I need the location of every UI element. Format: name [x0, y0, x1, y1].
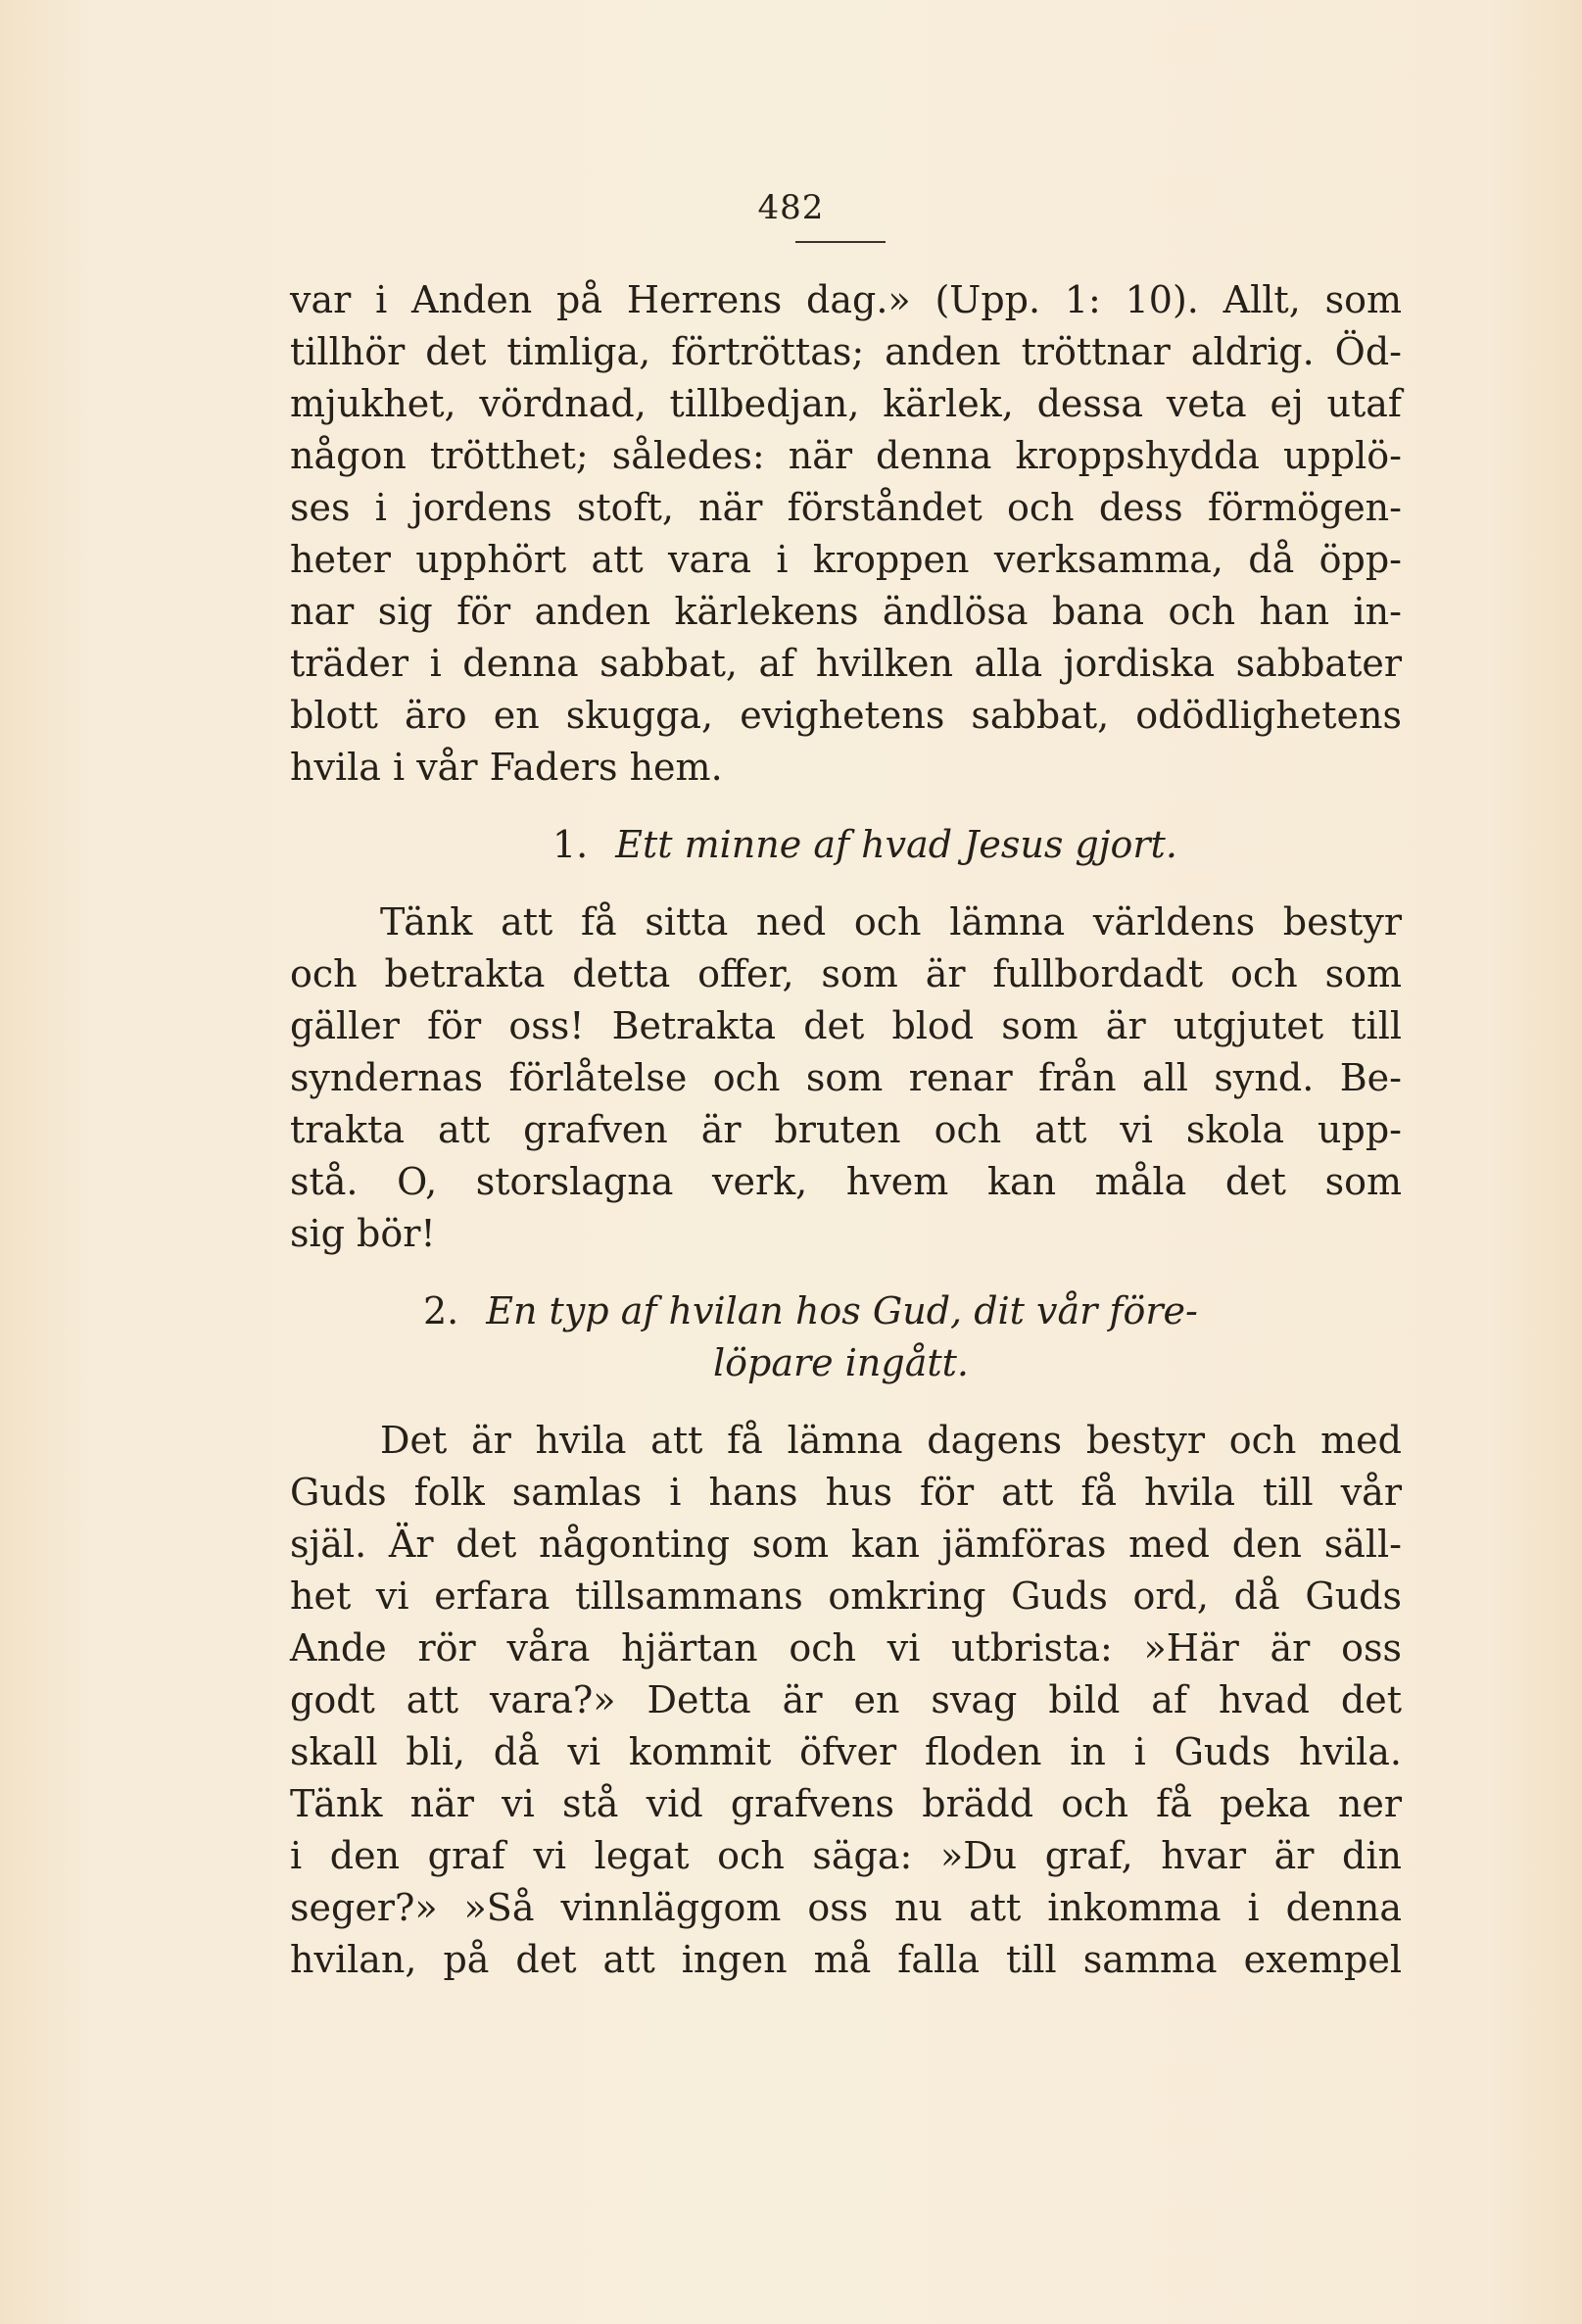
- text-line: själ. Är det någonting som kan jämföras med den säll-: [290, 1523, 1402, 1566]
- text-line: i den graf vi legat och säga: »Du graf, hvar är din: [290, 1834, 1402, 1877]
- page-number: 482: [757, 188, 825, 227]
- text-line: trakta att grafven är bruten och att vi skola upp-: [290, 1108, 1402, 1151]
- text-line: het vi erfara tillsammans omkring Guds ord, då Guds: [290, 1574, 1402, 1618]
- text-line: tillhör det timliga, förtröttas; anden tröttnar aldrig. Öd-: [290, 330, 1402, 373]
- section-title-continued: löpare ingått.: [713, 1341, 969, 1384]
- text-line: nar sig för anden kärlekens ändlösa bana och han in-: [290, 590, 1402, 633]
- text-line: godt att vara?» Detta är en svag bild af hvad det: [290, 1678, 1402, 1721]
- text-line: gäller för oss! Betrakta det blod som är utgjutet till: [290, 1004, 1402, 1047]
- section-number: 1.: [552, 823, 589, 866]
- section-title: En typ af hvilan hos Gud, dit vår före-: [486, 1289, 1198, 1332]
- paragraph-2: [290, 1415, 1402, 1986]
- text-line: var i Anden på Herrens dag.» (Upp. 1: 10). Allt, som: [290, 278, 1402, 321]
- text-line: och betrakta detta offer, som är fullbordadt och som: [290, 952, 1402, 995]
- text-line: Tänk att få sitta ned och lämna världens bestyr: [380, 900, 1402, 944]
- body-text: [290, 274, 1402, 1986]
- text-line: träder i denna sabbat, af hvilken alla jordiska sabbater: [290, 642, 1402, 685]
- text-line: hvila i vår Faders hem.: [290, 746, 723, 789]
- text-line: syndernas förlåtelse och som renar från all synd. Be-: [290, 1056, 1402, 1099]
- text-line: blott äro en skugga, evighetens sabbat, odödlighetens: [290, 694, 1402, 737]
- section-heading-2: [290, 1285, 1402, 1337]
- text-line: någon trötthet; således: när denna kroppshydda upplö-: [290, 434, 1402, 477]
- text-line: stå. O, storslagna verk, hvem kan måla det som: [290, 1160, 1402, 1203]
- section-title: Ett minne af hvad Jesus gjort.: [615, 823, 1177, 866]
- paragraph-intro: [290, 274, 1402, 794]
- text-line: Det är hvila att få lämna dagens bestyr och med: [380, 1419, 1402, 1462]
- section-heading-1: [290, 819, 1402, 871]
- text-line: Tänk när vi stå vid grafvens brädd och få peka ner: [290, 1782, 1402, 1825]
- page-number-rule: [795, 241, 886, 243]
- text-line: seger?» »Så vinnläggom oss nu att inkomma i denna: [290, 1886, 1402, 1929]
- text-line: sig bör!: [290, 1212, 436, 1255]
- text-line: mjukhet, vördnad, tillbedjan, kärlek, dessa veta ej utaf: [290, 382, 1402, 425]
- text-line: hvilan, på det att ingen må falla till samma exempel: [290, 1938, 1402, 1981]
- text-line: ses i jordens stoft, när förståndet och dess förmögen-: [290, 486, 1402, 529]
- text-line: Guds folk samlas i hans hus för att få hvila till vår: [290, 1471, 1402, 1514]
- text-line: Ande rör våra hjärtan och vi utbrista: »Här är oss: [290, 1626, 1402, 1670]
- paragraph-1: [290, 896, 1402, 1260]
- text-line: skall bli, då vi kommit öfver floden in i Guds hvila.: [290, 1730, 1402, 1773]
- section-number: 2.: [423, 1289, 459, 1332]
- text-line: heter upphört att vara i kroppen verksamma, då öpp-: [290, 538, 1402, 581]
